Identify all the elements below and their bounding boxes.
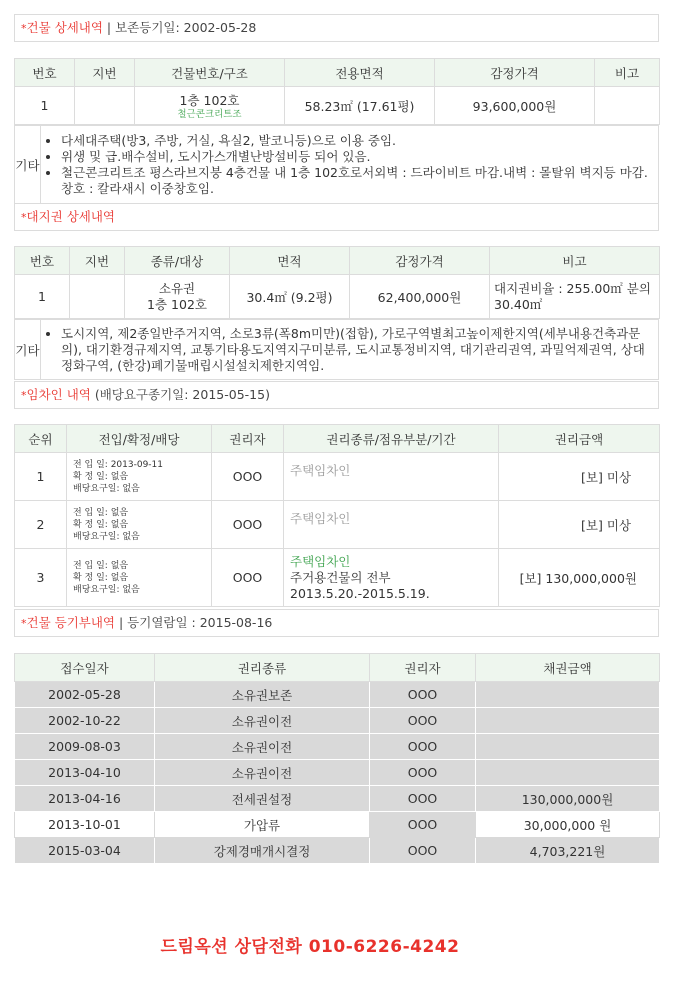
header-amount: 권리금액	[499, 425, 660, 453]
title-star: *	[21, 617, 27, 630]
etc-item: • 도시지역, 제2종일반주거지역, 소로3류(폭8m미만)(접함), 가로구역별최고높이제한지역(세부내용건축과문의), 대기환경규제지역, 교통기타용도지역지구미분류, 도시교통정비지역, 대기관리권역, 과밀억제권역, 상대정화구역, (한강)폐기물매립시설설치제한지역임.	[61, 326, 654, 374]
cell-kind: 소유권이전	[155, 708, 370, 734]
cell-kind: 소유권보존	[155, 682, 370, 708]
cell-date: 2015-03-04	[15, 838, 155, 864]
cell-dates	[67, 549, 212, 607]
etc-item: • 다세대주택(방3, 주방, 거실, 욕실2, 발코니등)으로 이용 중임.	[61, 133, 654, 149]
register-title: 건물 등기부내역	[26, 615, 115, 630]
table-row	[15, 760, 660, 786]
building-section	[14, 14, 659, 42]
cell-dates	[67, 453, 212, 501]
cell-kind	[284, 549, 499, 607]
table-row	[15, 708, 660, 734]
header-type: 종류/대상	[125, 247, 230, 275]
header-area: 면적	[230, 247, 350, 275]
cell-holder: OOO	[212, 501, 284, 549]
cell-no: 1	[15, 275, 70, 319]
cell-amount	[476, 760, 660, 786]
dividend-date: 배당요구일: 없음	[73, 483, 140, 494]
unit-text: 1층 102호	[179, 92, 240, 108]
header-no: 번호	[15, 59, 75, 87]
register-section-title	[14, 609, 659, 637]
table-row	[15, 549, 660, 607]
land-section-title	[14, 203, 659, 231]
move-in-date: 전 입 일: 2013-09-11	[73, 459, 164, 470]
dividend-date: 배당요구일: 없음	[73, 531, 140, 542]
lease-part: 주거용건물의 전부	[290, 569, 391, 585]
lease-section	[14, 381, 659, 409]
header-rank: 순위	[15, 425, 67, 453]
header-price: 감정가격	[435, 59, 595, 87]
dividend-date: 배당요구일: 없음	[73, 584, 140, 595]
cell-area: 30.4㎡ (9.2평)	[230, 275, 350, 319]
header-price: 감정가격	[350, 247, 490, 275]
cell-kind: 전세권설정	[155, 786, 370, 812]
cell-note	[595, 87, 660, 125]
title-star: *	[21, 22, 27, 35]
lease-table	[14, 424, 659, 607]
lease-subtitle: (배당요구종기일: 2015-05-15)	[90, 387, 270, 402]
cell-date: 2002-05-28	[15, 682, 155, 708]
table-row	[15, 786, 660, 812]
register-subtitle: 등기열람일 : 2015-08-16	[127, 615, 273, 630]
cell-kind: 소유권이전	[155, 734, 370, 760]
type-text: 소유권	[158, 280, 196, 296]
register-table	[14, 653, 659, 864]
table-row	[15, 734, 660, 760]
cell-holder: OOO	[370, 838, 476, 864]
cell-date: 2013-04-10	[15, 760, 155, 786]
etc-content	[41, 320, 659, 380]
fixed-date: 확 정 일: 없음	[73, 572, 129, 583]
building-subtitle: 보존등기일: 2002-05-28	[115, 20, 257, 35]
cell-lot	[70, 275, 125, 319]
cell-kind: 주택임차인	[284, 501, 499, 549]
target-text: 1층 102호	[147, 296, 207, 312]
etc-item: • 위생 및 급.배수설비, 도시가스개별난방설비등 되어 있음.	[61, 149, 654, 165]
header-note: 비고	[595, 59, 660, 87]
consult-phone[interactable]: 드림옥션 상담전화 010-6226-4242	[160, 937, 460, 957]
cell-amount	[476, 708, 660, 734]
fixed-date: 확 정 일: 없음	[73, 519, 129, 530]
title-separator: |	[102, 20, 116, 35]
header-area: 전용면적	[285, 59, 435, 87]
lease-period: 2013.5.20.-2015.5.19.	[290, 585, 430, 601]
cell-date: 2009-08-03	[15, 734, 155, 760]
fixed-date: 확 정 일: 없음	[73, 471, 129, 482]
cell-type	[125, 275, 230, 319]
cell-dates	[67, 501, 212, 549]
cell-price: 62,400,000원	[350, 275, 490, 319]
land-table	[14, 246, 659, 380]
structure-text: 철근콘크리트조	[177, 108, 242, 120]
etc-label: 기타	[15, 126, 41, 205]
cell-area: 58.23㎡ (17.61평)	[285, 87, 435, 125]
lease-section-title	[14, 381, 659, 409]
lease-title: 임차인 내역	[26, 387, 91, 402]
table-row	[15, 87, 660, 125]
land-section	[14, 203, 659, 231]
header-date: 접수일자	[15, 654, 155, 682]
register-section	[14, 609, 659, 637]
cell-rank: 2	[15, 501, 67, 549]
header-no: 번호	[15, 247, 70, 275]
cell-note: 대지권비율 : 255.00㎡ 분의 30.40㎡	[490, 275, 660, 319]
cell-amount: 4,703,221원	[476, 838, 660, 864]
title-star: *	[21, 211, 27, 224]
cell-amount: [보] 미상	[499, 453, 660, 501]
move-in-date: 전 입 일: 없음	[73, 507, 129, 518]
etc-content	[41, 126, 659, 205]
move-in-date: 전 입 일: 없음	[73, 560, 129, 571]
cell-date: 2013-10-01	[15, 812, 155, 838]
land-title: 대지권 상세내역	[26, 209, 115, 224]
table-row	[15, 453, 660, 501]
header-kind: 권리종류/점유부분/기간	[284, 425, 499, 453]
cell-kind: 가압류	[155, 812, 370, 838]
title-separator: |	[115, 615, 128, 630]
cell-rank: 1	[15, 453, 67, 501]
cell-holder: OOO	[370, 708, 476, 734]
cell-amount: [보] 130,000,000원	[499, 549, 660, 607]
building-table	[14, 58, 659, 205]
header-amount: 채권금액	[476, 654, 660, 682]
cell-amount: 30,000,000 원	[476, 812, 660, 838]
cell-structure	[135, 87, 285, 125]
table-row	[15, 812, 660, 838]
cell-kind: 소유권이전	[155, 760, 370, 786]
header-holder: 권리자	[212, 425, 284, 453]
etc-row	[15, 126, 659, 205]
cell-holder: OOO	[212, 549, 284, 607]
cell-holder: OOO	[370, 812, 476, 838]
cell-rank: 3	[15, 549, 67, 607]
cell-kind: 강제경매개시결정	[155, 838, 370, 864]
building-title: 건물 상세내역	[26, 20, 103, 35]
cell-holder: OOO	[212, 453, 284, 501]
etc-item: • 철근콘크리트조 평스라브지붕 4층건물 내 1층 102호로서외벽 : 드라이비트 마감.내벽 : 몰탈위 벽지등 마감.창호 : 칼라새시 이중창호임.	[61, 165, 654, 197]
table-row	[15, 682, 660, 708]
cell-amount	[476, 682, 660, 708]
header-lot: 지번	[70, 247, 125, 275]
cell-date: 2002-10-22	[15, 708, 155, 734]
cell-amount	[476, 734, 660, 760]
cell-lot	[75, 87, 135, 125]
cell-date: 2013-04-16	[15, 786, 155, 812]
header-kind: 권리종류	[155, 654, 370, 682]
cell-holder: OOO	[370, 786, 476, 812]
cell-price: 93,600,000원	[435, 87, 595, 125]
header-holder: 권리자	[370, 654, 476, 682]
cell-amount: 130,000,000원	[476, 786, 660, 812]
lease-kind: 주택임차인	[290, 553, 351, 569]
cell-holder: OOO	[370, 734, 476, 760]
title-star: *	[21, 389, 27, 402]
header-dates: 전입/확정/배당	[67, 425, 212, 453]
header-lot: 지번	[75, 59, 135, 87]
header-note: 비고	[490, 247, 660, 275]
building-section-title	[14, 14, 659, 42]
etc-row	[15, 320, 659, 380]
table-row	[15, 838, 660, 864]
etc-label: 기타	[15, 320, 41, 380]
header-structure: 건물번호/구조	[135, 59, 285, 87]
table-row	[15, 501, 660, 549]
cell-no: 1	[15, 87, 75, 125]
cell-holder: OOO	[370, 760, 476, 786]
cell-amount: [보] 미상	[499, 501, 660, 549]
table-row	[15, 275, 660, 319]
cell-holder: OOO	[370, 682, 476, 708]
cell-kind: 주택임차인	[284, 453, 499, 501]
